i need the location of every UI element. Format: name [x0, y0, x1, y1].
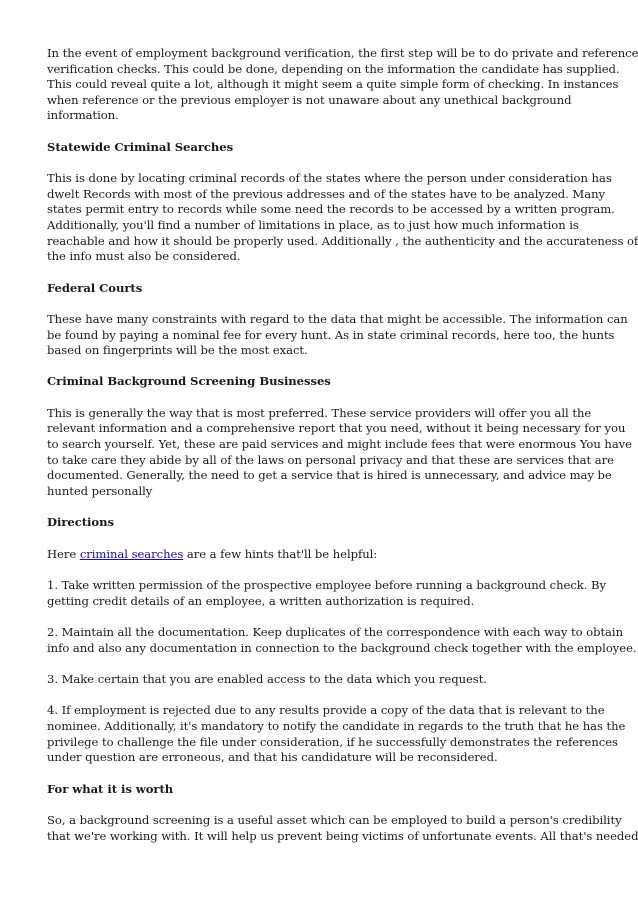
list-item-1	[47, 578, 606, 609]
worth-paragraph	[47, 812, 638, 844]
text-line: This is done by locating criminal records of the states where the person under consideration has	[47, 171, 612, 186]
text-line: privilege to challenge the file under consideration, if he successfully demonstrates the references	[47, 734, 618, 749]
businesses-heading: Criminal Background Screening Businesses	[47, 374, 331, 389]
text-line: Additionally, you'll find a number of limitations in place, as to just how much information is	[47, 217, 579, 232]
text-line: getting credit details of an employee, a written authorization is required.	[47, 593, 475, 608]
document-page	[47, 46, 638, 860]
list-item-4	[47, 703, 626, 765]
statewide-paragraph	[47, 171, 638, 265]
intro-paragraph	[47, 46, 638, 124]
text-line: This could reveal quite a lot, although it might seem a quite simple form of checking. In instances	[47, 77, 619, 92]
text-line: under question are erroneous, and that his candidature will be reconsidered.	[47, 750, 498, 765]
text-line: reachable and how it should be properly used. Additionally , the authenticity and the accurateness of	[47, 233, 638, 248]
hint-prefix: Here	[47, 546, 80, 561]
text-line: that we're working with. It will help us prevent being victims of unfortunate events. All that's needed	[47, 828, 638, 843]
text-line: 2. Maintain all the documentation. Keep duplicates of the correspondence with each way to obtain	[47, 625, 623, 639]
text-line: info and also any documentation in connection to the background check together with the employee.	[47, 640, 637, 655]
text-line: hunted personally	[47, 483, 153, 498]
text-line: 4. If employment is rejected due to any results provide a copy of the data that is relevant to the	[47, 703, 605, 718]
list-item-3	[47, 672, 599, 688]
text-line: to take care they abide by all of the laws on personal privacy and that these are services that are	[47, 452, 614, 467]
text-line: These have many constraints with regard to the data that might be accessible. The information can	[47, 311, 628, 326]
hint-suffix: are a few hints that'll be helpful:	[183, 546, 378, 561]
criminal-searches-link[interactable]: criminal searches	[79, 546, 184, 561]
text-line: relevant information and a comprehensive report that you need, without it being necessary for you	[47, 421, 626, 436]
text-line: states permit entry to records while some need the records to be accessed by a written program.	[47, 202, 615, 217]
text-line: dwelt Records with most of the previous addresses and of the states have to be analyzed. Many	[47, 186, 605, 201]
text-line: In the event of employment background verification, the first step will be to do private and reference	[47, 46, 638, 60]
directions-heading: Directions	[47, 515, 114, 530]
text-line: be found by paying a nominal fee for every hunt. As in state criminal records, here too, the hunts	[47, 327, 615, 342]
text-line: 3. Make certain that you are enabled access to the data which you request.	[47, 671, 487, 686]
federal-paragraph	[47, 311, 628, 359]
text-line: when reference or the previous employer is not unaware about any unethical background	[47, 92, 572, 107]
text-line: documented. Generally, the need to get a service that is hired is unnecessary, and advice may be	[47, 468, 612, 483]
statewide-heading: Statewide Criminal Searches	[47, 139, 234, 154]
text-line: to search yourself. Yet, these are paid services and might include fees that were enormous You have	[47, 437, 632, 452]
text-line: verification checks. This could be done, depending on the information the candidate has supplied.	[47, 61, 620, 76]
list-item-2	[47, 625, 637, 656]
text-line: 1. Take written permission of the prospective employee before running a background check. By	[47, 578, 606, 593]
businesses-paragraph	[47, 405, 632, 500]
text-line	[47, 547, 599, 563]
text-line: based on fingerprints will be the most exact.	[47, 343, 308, 358]
text-line: This is generally the way that is most preferred. These service providers will offer you all the	[47, 405, 592, 420]
worth-heading: For what it is worth	[47, 781, 174, 796]
text-line: the info must also be considered.	[47, 249, 241, 264]
directions-intro	[47, 547, 599, 563]
federal-heading: Federal Courts	[47, 280, 143, 295]
text-line: information.	[47, 108, 119, 123]
text-line: nominee. Additionally, it's mandatory to notify the candidate in regards to the truth that he has the	[47, 718, 626, 733]
text-line: So, a background screening is a useful asset which can be employed to build a person's credibility	[47, 812, 622, 827]
